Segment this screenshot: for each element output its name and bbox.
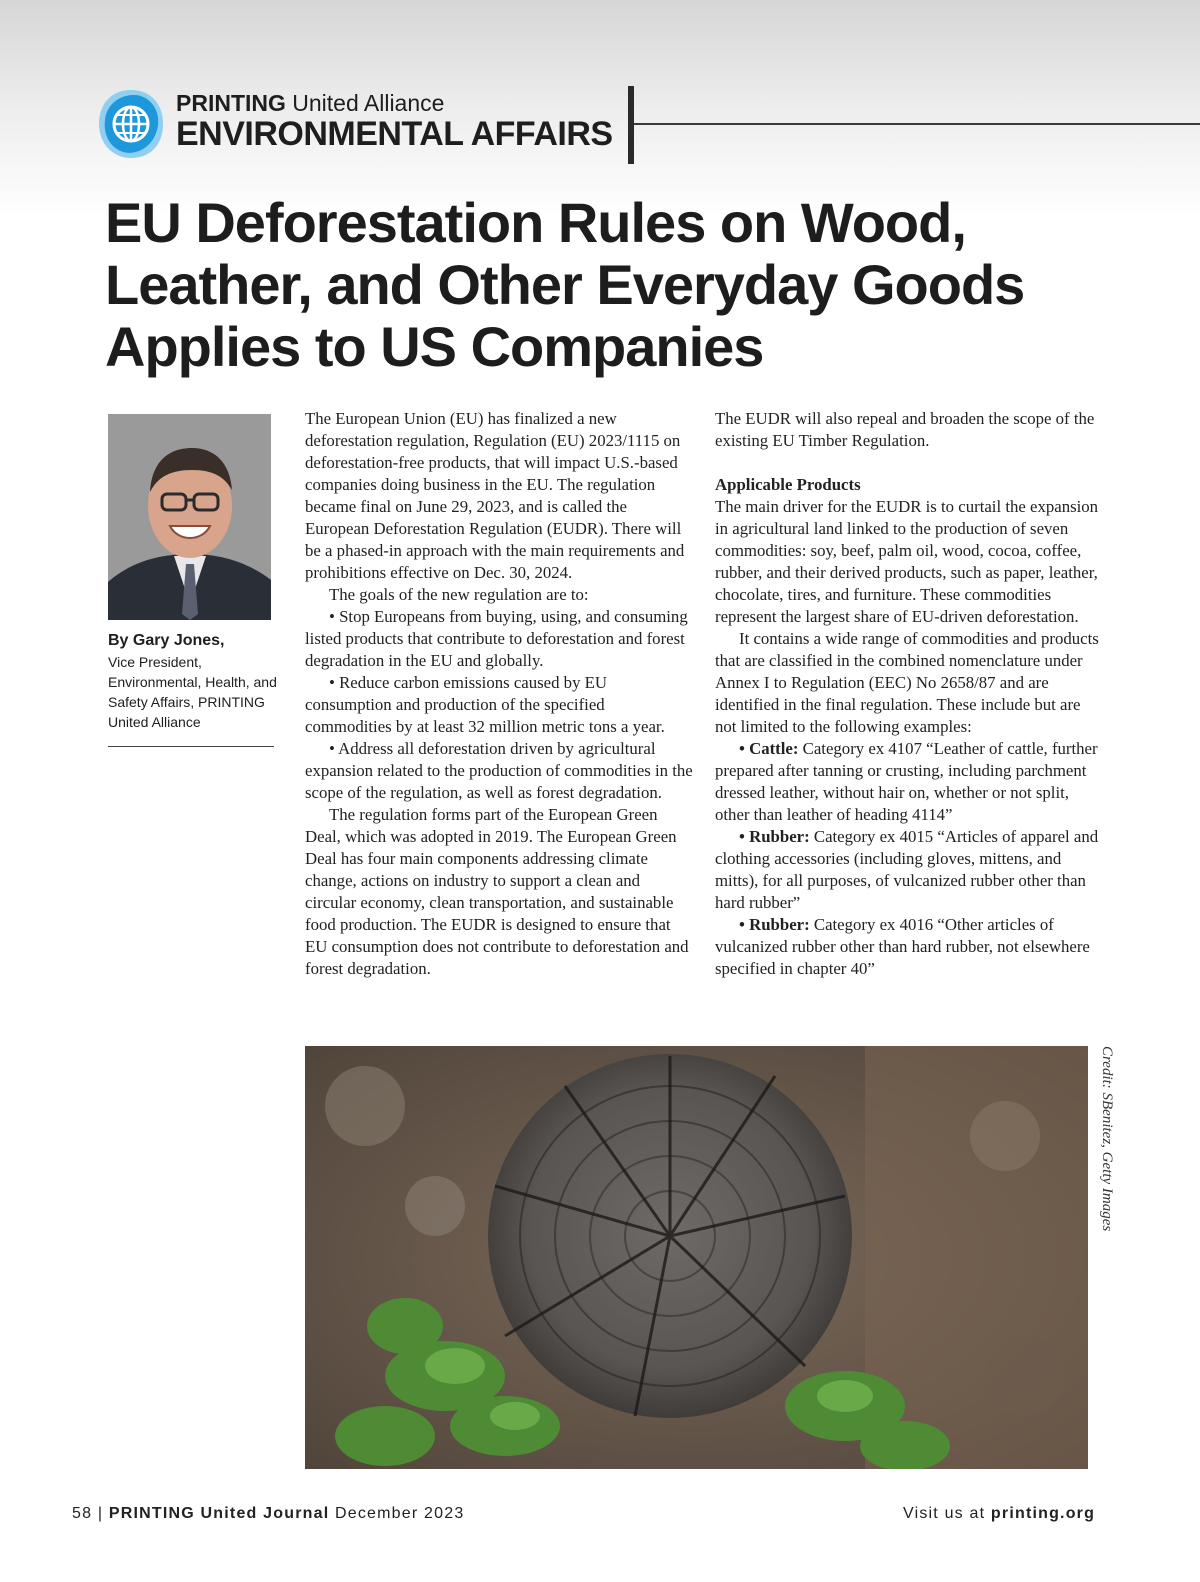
footer-left — [72, 1505, 464, 1523]
tree-stump-photo — [305, 1046, 1088, 1469]
author-photo — [108, 414, 271, 620]
header-rule — [634, 123, 1200, 125]
item-label: • Cattle: — [739, 739, 799, 758]
item-label: • Rubber: — [739, 915, 810, 934]
bullet-item: • Reduce carbon emissions caused by EU consumption and production of the specified commodities by at least 32 million metric tons a year. — [305, 673, 665, 736]
spacer — [715, 452, 1100, 474]
item-text: Category ex 4016 “Other articles of vulcanized rubber other than hard rubber, not elsewhere specified in chapter 40” — [715, 915, 1090, 978]
author-byline — [108, 630, 280, 732]
section-title: ENVIRONMENTAL AFFAIRS — [176, 115, 613, 153]
item-text: Category ex 4107 “Leather of cattle, further prepared after tanning or crusting, including parchment dressed leather, without hair on, whether or not split, other than leather of heading 4114” — [715, 739, 1098, 824]
photo-credit: Credit: SBenitez, Getty Images — [1099, 1046, 1115, 1232]
issue-date: December 2023 — [329, 1505, 465, 1522]
paragraph: The goals of the new regulation are to: — [329, 585, 589, 604]
article-column-2 — [715, 408, 1100, 980]
subheading: Applicable Products — [715, 475, 861, 494]
author-title: Vice President, Environmental, Health, and Safety Affairs, PRINTING United Alliance — [108, 654, 277, 730]
article-headline: EU Deforestation Rules on Wood, Leather, and Other Everyday Goods Applies to US Companies — [105, 191, 1025, 378]
item-label: • Rubber: — [739, 827, 810, 846]
website-link[interactable]: printing.org — [990, 1505, 1096, 1522]
byline-rule — [108, 746, 274, 747]
globe-leaf-icon — [95, 86, 167, 162]
page-number: 58 — [72, 1505, 93, 1522]
footer-separator: | — [92, 1505, 109, 1522]
paragraph: The EUDR will also repeal and broaden the scope of the existing EU Timber Regulation. — [715, 409, 1095, 450]
item-text: Category ex 4015 “Articles of apparel and clothing accessories (including gloves, mittens, and mitts), for all purposes, of vulcanized rubber other than hard rubber” — [715, 827, 1099, 912]
paragraph: The regulation forms part of the European Green Deal, which was adopted in 2019. The European Green Deal has four main components addressing climate change, actions on industry to support a clean and circular economy, clean transportation, and sustainable food production. The EUDR is designed to ensure that EU consumption does not contribute to deforestation and forest degradation. — [305, 805, 689, 978]
list-item — [715, 738, 1100, 826]
paragraph: It contains a wide range of commodities and products that are classified in the combined nomenclature under Annex I to Regulation (EEC) No 2658/87 and are identified in the final regulation. These include but are not limited to the following examples: — [715, 629, 1099, 736]
paragraph: The main driver for the EUDR is to curtail the expansion in agricultural land linked to the production of seven commodities: soy, beef, palm oil, wood, cocoa, coffee, rubber, and their derived products, such as paper, leather, chocolate, tires, and furniture. These commodities represent the largest share of EU-driven deforestation. — [715, 497, 1099, 626]
list-item — [715, 914, 1100, 980]
brand-bold: PRINTING — [176, 90, 286, 116]
paragraph: The European Union (EU) has finalized a new deforestation regulation, Regulation (EU) 2023/1115 on deforestation-free products, that will impact U.S.-based companies doing business in the EU. The regulation became final on June 29, 2023, and is called the European Deforestation Regulation (EUDR). There will be a phased-in approach with the main requirements and prohibitions effective on Dec. 30, 2024. — [305, 409, 685, 582]
footer-right — [903, 1505, 1095, 1523]
article-column-1 — [305, 408, 695, 980]
bullet-item: • Stop Europeans from buying, using, and consuming listed products that contribute to deforestation and forest degradation in the EU and globally. — [305, 607, 688, 670]
visit-label: Visit us at — [903, 1505, 991, 1522]
section-brand — [176, 90, 613, 152]
journal-name: PRINTING United Journal — [108, 1505, 330, 1522]
bullet-item: • Address all deforestation driven by agricultural expansion related to the production of commodities in the scope of the regulation, as well as forest degradation. — [305, 739, 693, 802]
list-item — [715, 826, 1100, 914]
author-name: By Gary Jones, — [108, 632, 225, 649]
brand-rest: United Alliance — [285, 90, 445, 116]
header-divider — [628, 86, 634, 164]
